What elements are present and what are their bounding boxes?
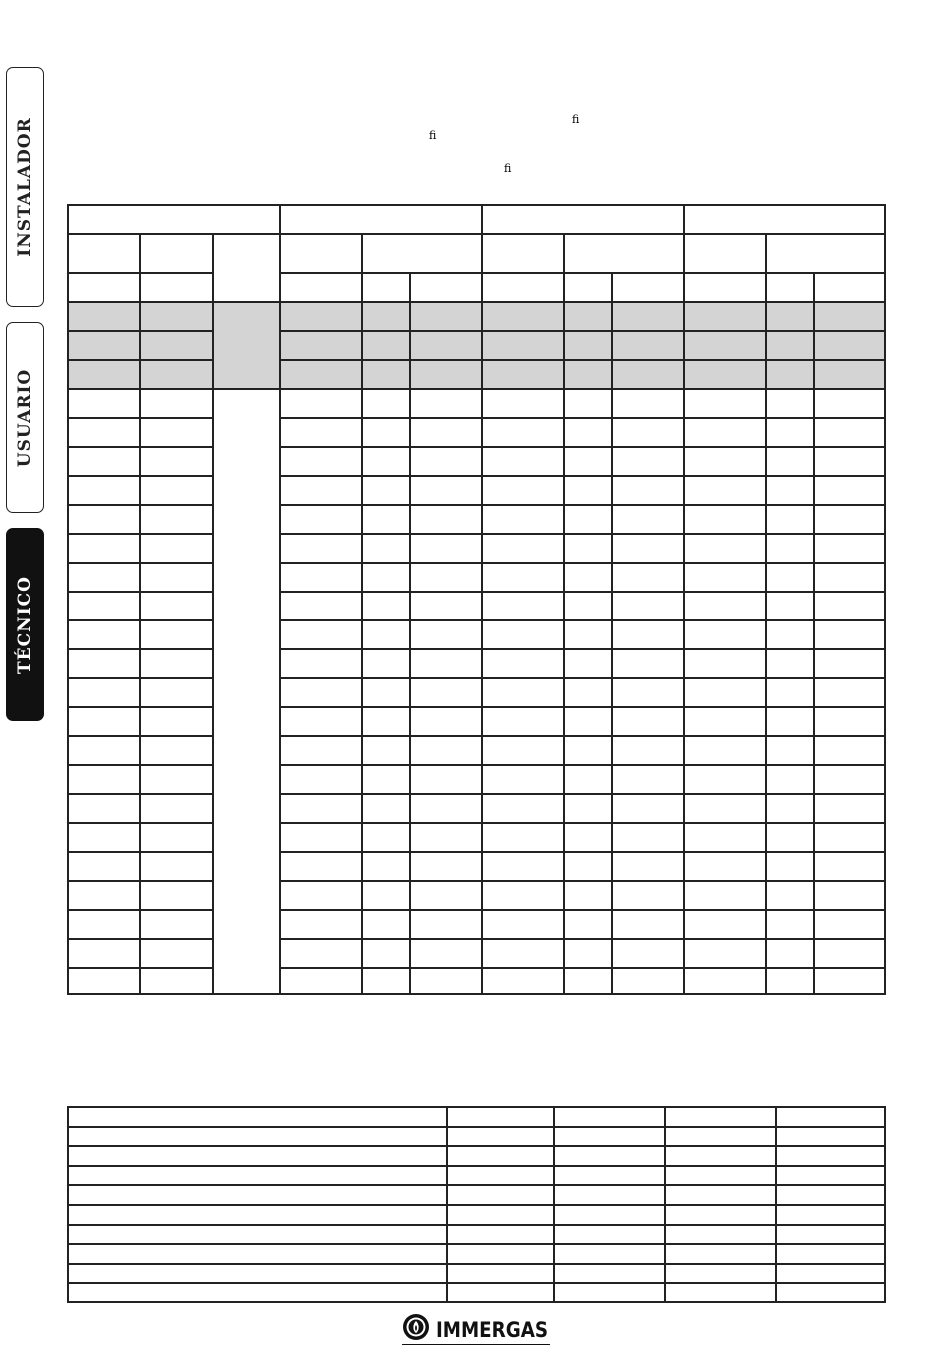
row-line-a-9	[67, 562, 212, 564]
row-line-a-8	[67, 533, 212, 535]
row-line-a-13	[67, 677, 212, 679]
header-row-2-line-b	[279, 272, 885, 274]
main-table-border-left	[67, 204, 69, 994]
row-line-b-12	[279, 648, 885, 650]
row-line-b-10	[279, 591, 885, 593]
row-line-a-11	[67, 619, 212, 621]
second-row-line-1	[67, 1126, 885, 1128]
tab-instalador[interactable]	[6, 67, 44, 307]
col-sep-409	[409, 272, 411, 994]
row-line-b-20	[279, 880, 885, 882]
row-line-b-14	[279, 706, 885, 708]
row-line-b-3	[279, 388, 885, 390]
tab-instalador-label: INSTALADOR	[15, 117, 36, 257]
tab-tecnico[interactable]	[6, 528, 44, 721]
row-line-b-2	[279, 359, 885, 361]
immergas-logo	[402, 1312, 550, 1346]
row-line-a-1	[67, 330, 212, 332]
main-table-border-bottom	[67, 993, 886, 995]
tab-tecnico-label: TÉCNICO	[15, 575, 35, 674]
row-line-a-3	[67, 388, 212, 390]
second-row-line-7	[67, 1243, 885, 1245]
second-row-line-8	[67, 1263, 885, 1265]
row-line-b-9	[279, 562, 885, 564]
tab-usuario-label: USUARIO	[15, 368, 36, 467]
row-line-a-12	[67, 648, 212, 650]
group-separator-0	[279, 204, 281, 994]
row-line-b-1	[279, 330, 885, 332]
row-line-a-18	[67, 822, 212, 824]
shaded-rows	[67, 301, 885, 388]
row-line-a-2	[67, 359, 212, 361]
second-table-border-top	[67, 1106, 885, 1108]
col-sep-813	[813, 272, 815, 994]
row-line-a-22	[67, 938, 212, 940]
main-table-border-top	[67, 204, 885, 206]
second-row-line-6	[67, 1224, 885, 1226]
group-separator-2	[683, 204, 685, 994]
second-row-line-3	[67, 1165, 885, 1167]
row-line-a-7	[67, 504, 212, 506]
row-line-a-16	[67, 764, 212, 766]
row-line-b-19	[279, 851, 885, 853]
row-line-b-17	[279, 793, 885, 795]
row-line-b-16	[279, 764, 885, 766]
row-line-a-0	[67, 301, 212, 303]
row-line-a-19	[67, 851, 212, 853]
tab-usuario[interactable]	[6, 322, 44, 513]
ligature-glyph-2: ﬁ	[429, 129, 437, 142]
row-line-b-13	[279, 677, 885, 679]
row-line-a-10	[67, 591, 212, 593]
row-line-b-21	[279, 909, 885, 911]
row-line-a-5	[67, 446, 212, 448]
row-line-b-5	[279, 446, 885, 448]
second-row-line-9	[67, 1282, 885, 1284]
row-line-b-22	[279, 938, 885, 940]
row-line-b-23	[279, 967, 885, 969]
row-line-b-0	[279, 301, 885, 303]
row-line-a-20	[67, 880, 212, 882]
header-row-1-line	[67, 233, 885, 235]
row-line-b-6	[279, 475, 885, 477]
row-line-a-21	[67, 909, 212, 911]
col-sep-611	[611, 272, 613, 994]
shade-boundary-line	[212, 388, 279, 390]
row-line-b-18	[279, 822, 885, 824]
row-line-b-11	[279, 619, 885, 621]
row-line-a-6	[67, 475, 212, 477]
row-line-a-14	[67, 706, 212, 708]
row-line-b-8	[279, 533, 885, 535]
brand-name: IMMERGAS	[436, 1318, 548, 1342]
row-line-a-17	[67, 793, 212, 795]
second-row-line-4	[67, 1184, 885, 1186]
col-sep-212	[212, 233, 214, 994]
second-table-border-bottom	[67, 1301, 886, 1303]
ligature-glyph-1: ﬁ	[572, 113, 580, 126]
row-line-b-15	[279, 735, 885, 737]
row-line-a-4	[67, 417, 212, 419]
row-line-b-7	[279, 504, 885, 506]
flame-emblem-icon	[403, 1314, 429, 1340]
second-row-line-2	[67, 1145, 885, 1147]
row-line-a-15	[67, 735, 212, 737]
group-separator-1	[481, 204, 483, 994]
ligature-glyph-3: ﬁ	[504, 162, 512, 175]
main-table-border-right	[884, 204, 886, 995]
row-line-b-4	[279, 417, 885, 419]
second-row-line-5	[67, 1204, 885, 1206]
merged-top-line	[212, 301, 279, 303]
row-line-a-23	[67, 967, 212, 969]
